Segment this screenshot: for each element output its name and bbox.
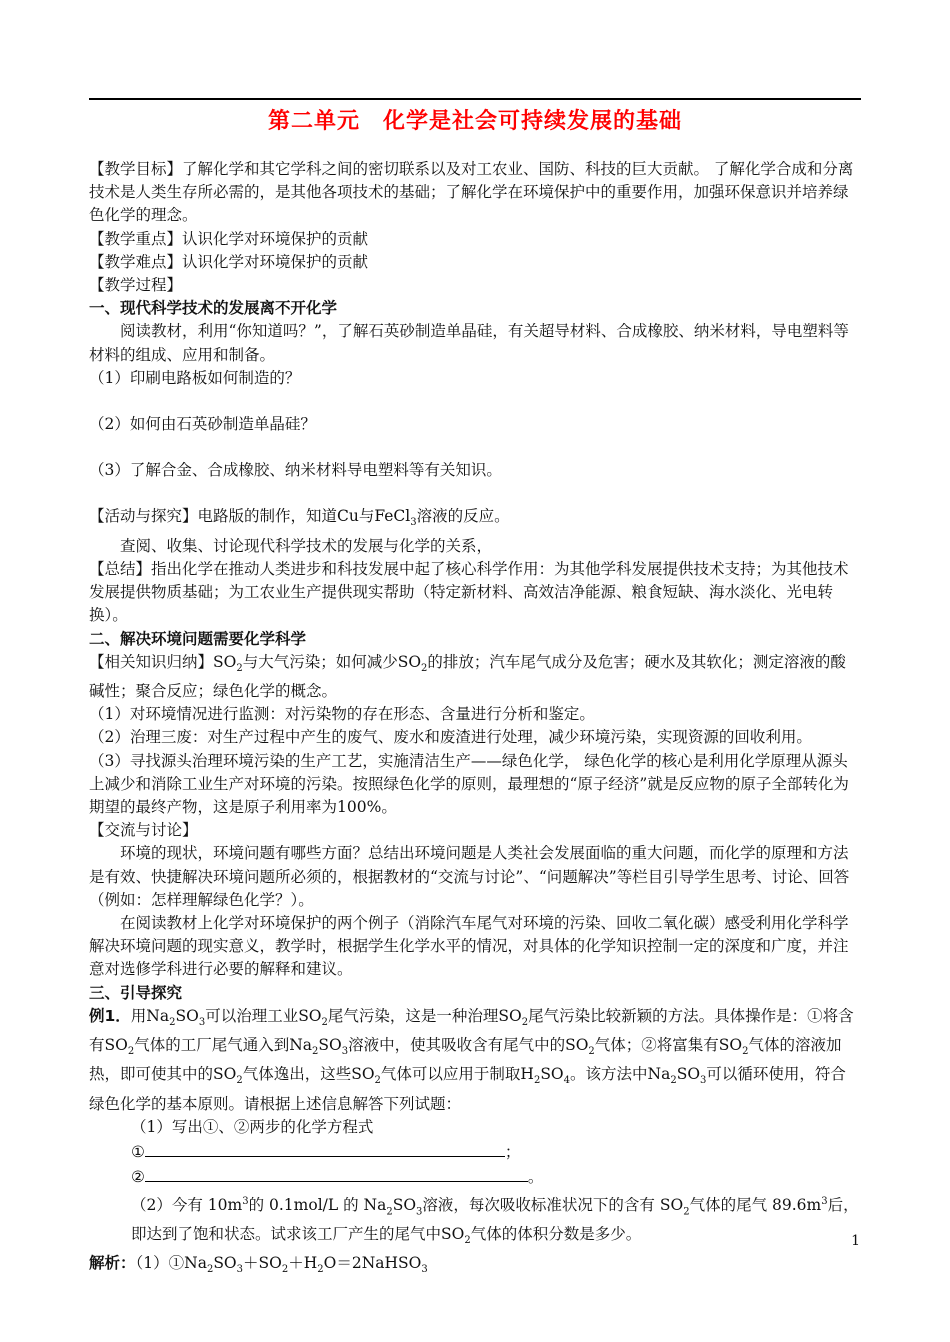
section-3-heading: 三、引导探究 xyxy=(89,983,183,1002)
example-1-stem: 例1．用$Na_2SO_3$可以治理工业$SO_2$尾气污染，这是一种治理$SO_2$尾气污染比较新颖的方法。具体操作是：①将含有$SO_2$气体的工厂尾气通入到$Na_2SO_3$溶液中，使其吸收含有尾气中的$SO_2$气体；②将富集有$SO_2$气体的溶液加热，即可使其中的$SO_2$气体逸出，这些$SO_2$气体可以应用于制取$H_2SO_4$。该方法中$Na_2SO_3$可以循环使用，符合绿色化学的基本原则。请根据上述信息解答下列试题： xyxy=(89,1006,854,1113)
page-title: 第二单元 化学是社会可持续发展的基础 xyxy=(267,109,682,134)
discussion-paragraph-1: 环境的现状，环境问题有哪些方面？总结出环境问题是人类社会发展面临的重大问题，而化学的原理和方法是有效、快捷解决环境问题所必须的，根据教材的“交流与讨论”、“问题解决”等栏目引导学生思考、讨论、回答（例如：怎样理解绿色化学？）。 xyxy=(89,844,850,909)
question-2: （2）如何由石英砂制造单晶硅？ xyxy=(89,415,316,434)
example-1 xyxy=(89,1005,861,1252)
example-1-question-2: （2）今有 $10m^3$的 0.1mol/L 的 $Na_2SO_3$溶液，每次吸收标准状况下的含有 $SO_2$气体的尾气 $89.6m^3$后，即达到了饱和状态。试求该工厂产生的尾气中$SO_2$气体的体积分数是多少。 xyxy=(131,1195,859,1247)
example-1-question-1: （1）写出①、②两步的化学方程式 xyxy=(131,1117,374,1136)
related-knowledge: 【相关知识归纳】$SO_2$与大气污染；如何减少$SO_2$的排放；汽车尾气成分及危害；硬水及其软化；测定溶液的酸碱性；聚合反应；绿色化学的概念。 xyxy=(89,652,846,701)
research-text: 查阅、收集、讨论现代科学技术的发展与化学的关系， xyxy=(120,536,493,555)
question-3: （3）了解合金、合成橡胶、纳米材料导电塑料等有关知识。 xyxy=(89,461,502,480)
point-3: （3）寻找源头治理环境污染的生产工艺，实施清洁生产——绿色化学， 绿色化学的核心是利用化学原理从源头上减少和消除工业生产对环境的污染。按照绿色化学的原则，最理想的“原子经济”就是反应物的原子全部转化为期望的最终产物，这是原子利用率为100%。 xyxy=(89,751,849,817)
section-1-heading: 一、现代科学技术的发展离不开化学 xyxy=(89,299,338,318)
teaching-objectives: 【教学目标】了解化学和其它学科之间的密切联系以及对工农业、国防、科技的巨大贡献。 了解化学合成和分离技术是人类生存所必需的，是其他各项技术的基础；了解化学在环境保护中的重要作用，加强环保意识并培养绿色化学的理念。 xyxy=(89,160,854,225)
discussion-paragraph-2: 在阅读教材上化学对环境保护的两个例子（消除汽车尾气对环境的污染、回收二氧化碳）感受利用化学科学解决环境问题的现实意义，教学时，根据学生化学水平的情况，对具体的化学知识控制一定的深度和广度，并注意对选修学科进行必要的解释和建议。 xyxy=(89,914,849,979)
teaching-key-point: 【教学重点】认识化学对环境保护的贡献 xyxy=(89,229,369,248)
point-1: （1）对环境情况进行监测：对污染物的存在形态、含量进行分析和鉴定。 xyxy=(89,705,595,724)
activity-explore: 【活动与探究】电路版的制作，知道Cu与FeCl$_3$溶液的反应。 xyxy=(89,507,510,529)
teaching-difficulty: 【教学难点】认识化学对环境保护的贡献 xyxy=(89,252,369,271)
answer-space xyxy=(89,390,861,413)
discussion-label: 【交流与讨论】 xyxy=(89,821,198,840)
point-2: （2）治理三废：对生产过程中产生的废气、废水和废渣进行处理，减少环境污染，实现资源的回收利用。 xyxy=(89,728,812,747)
answer-space xyxy=(89,436,861,459)
answer-blank-1[interactable] xyxy=(145,1139,505,1157)
teaching-process-label: 【教学过程】 xyxy=(89,276,183,295)
summary-text: 【总结】指出化学在推动人类进步和科技发展中起了核心科学作用：为其他学科发展提供技术支持；为其他技术发展提供物质基础；为工农业生产提供现实帮助（特定新材料、高效洁净能源、粮食短缺、海水淡化、光电转换）。 xyxy=(89,559,849,625)
analysis-line: 解析：$(1)①Na_2SO_3+SO_2+H_2O=2NaHSO_3$ xyxy=(89,1254,428,1276)
answer-line-2: ② 。 xyxy=(89,1164,861,1189)
answer-line-1: ① ； xyxy=(89,1139,861,1164)
document-body xyxy=(89,158,861,1282)
question-1: （1）印刷电路板如何制造的？ xyxy=(89,368,301,387)
header-rule xyxy=(89,98,861,100)
section-2-heading: 二、解决环境问题需要化学科学 xyxy=(89,629,307,648)
section-1-intro: 阅读教材，利用“你知道吗？”，了解石英砂制造单晶硅，有关超导材料、合成橡胶、纳米材料，导电塑料等材料的组成、应用和制备。 xyxy=(89,322,849,364)
answer-blank-2[interactable] xyxy=(145,1164,528,1182)
answer-space xyxy=(89,482,861,505)
page-number: 1 xyxy=(851,1233,860,1249)
